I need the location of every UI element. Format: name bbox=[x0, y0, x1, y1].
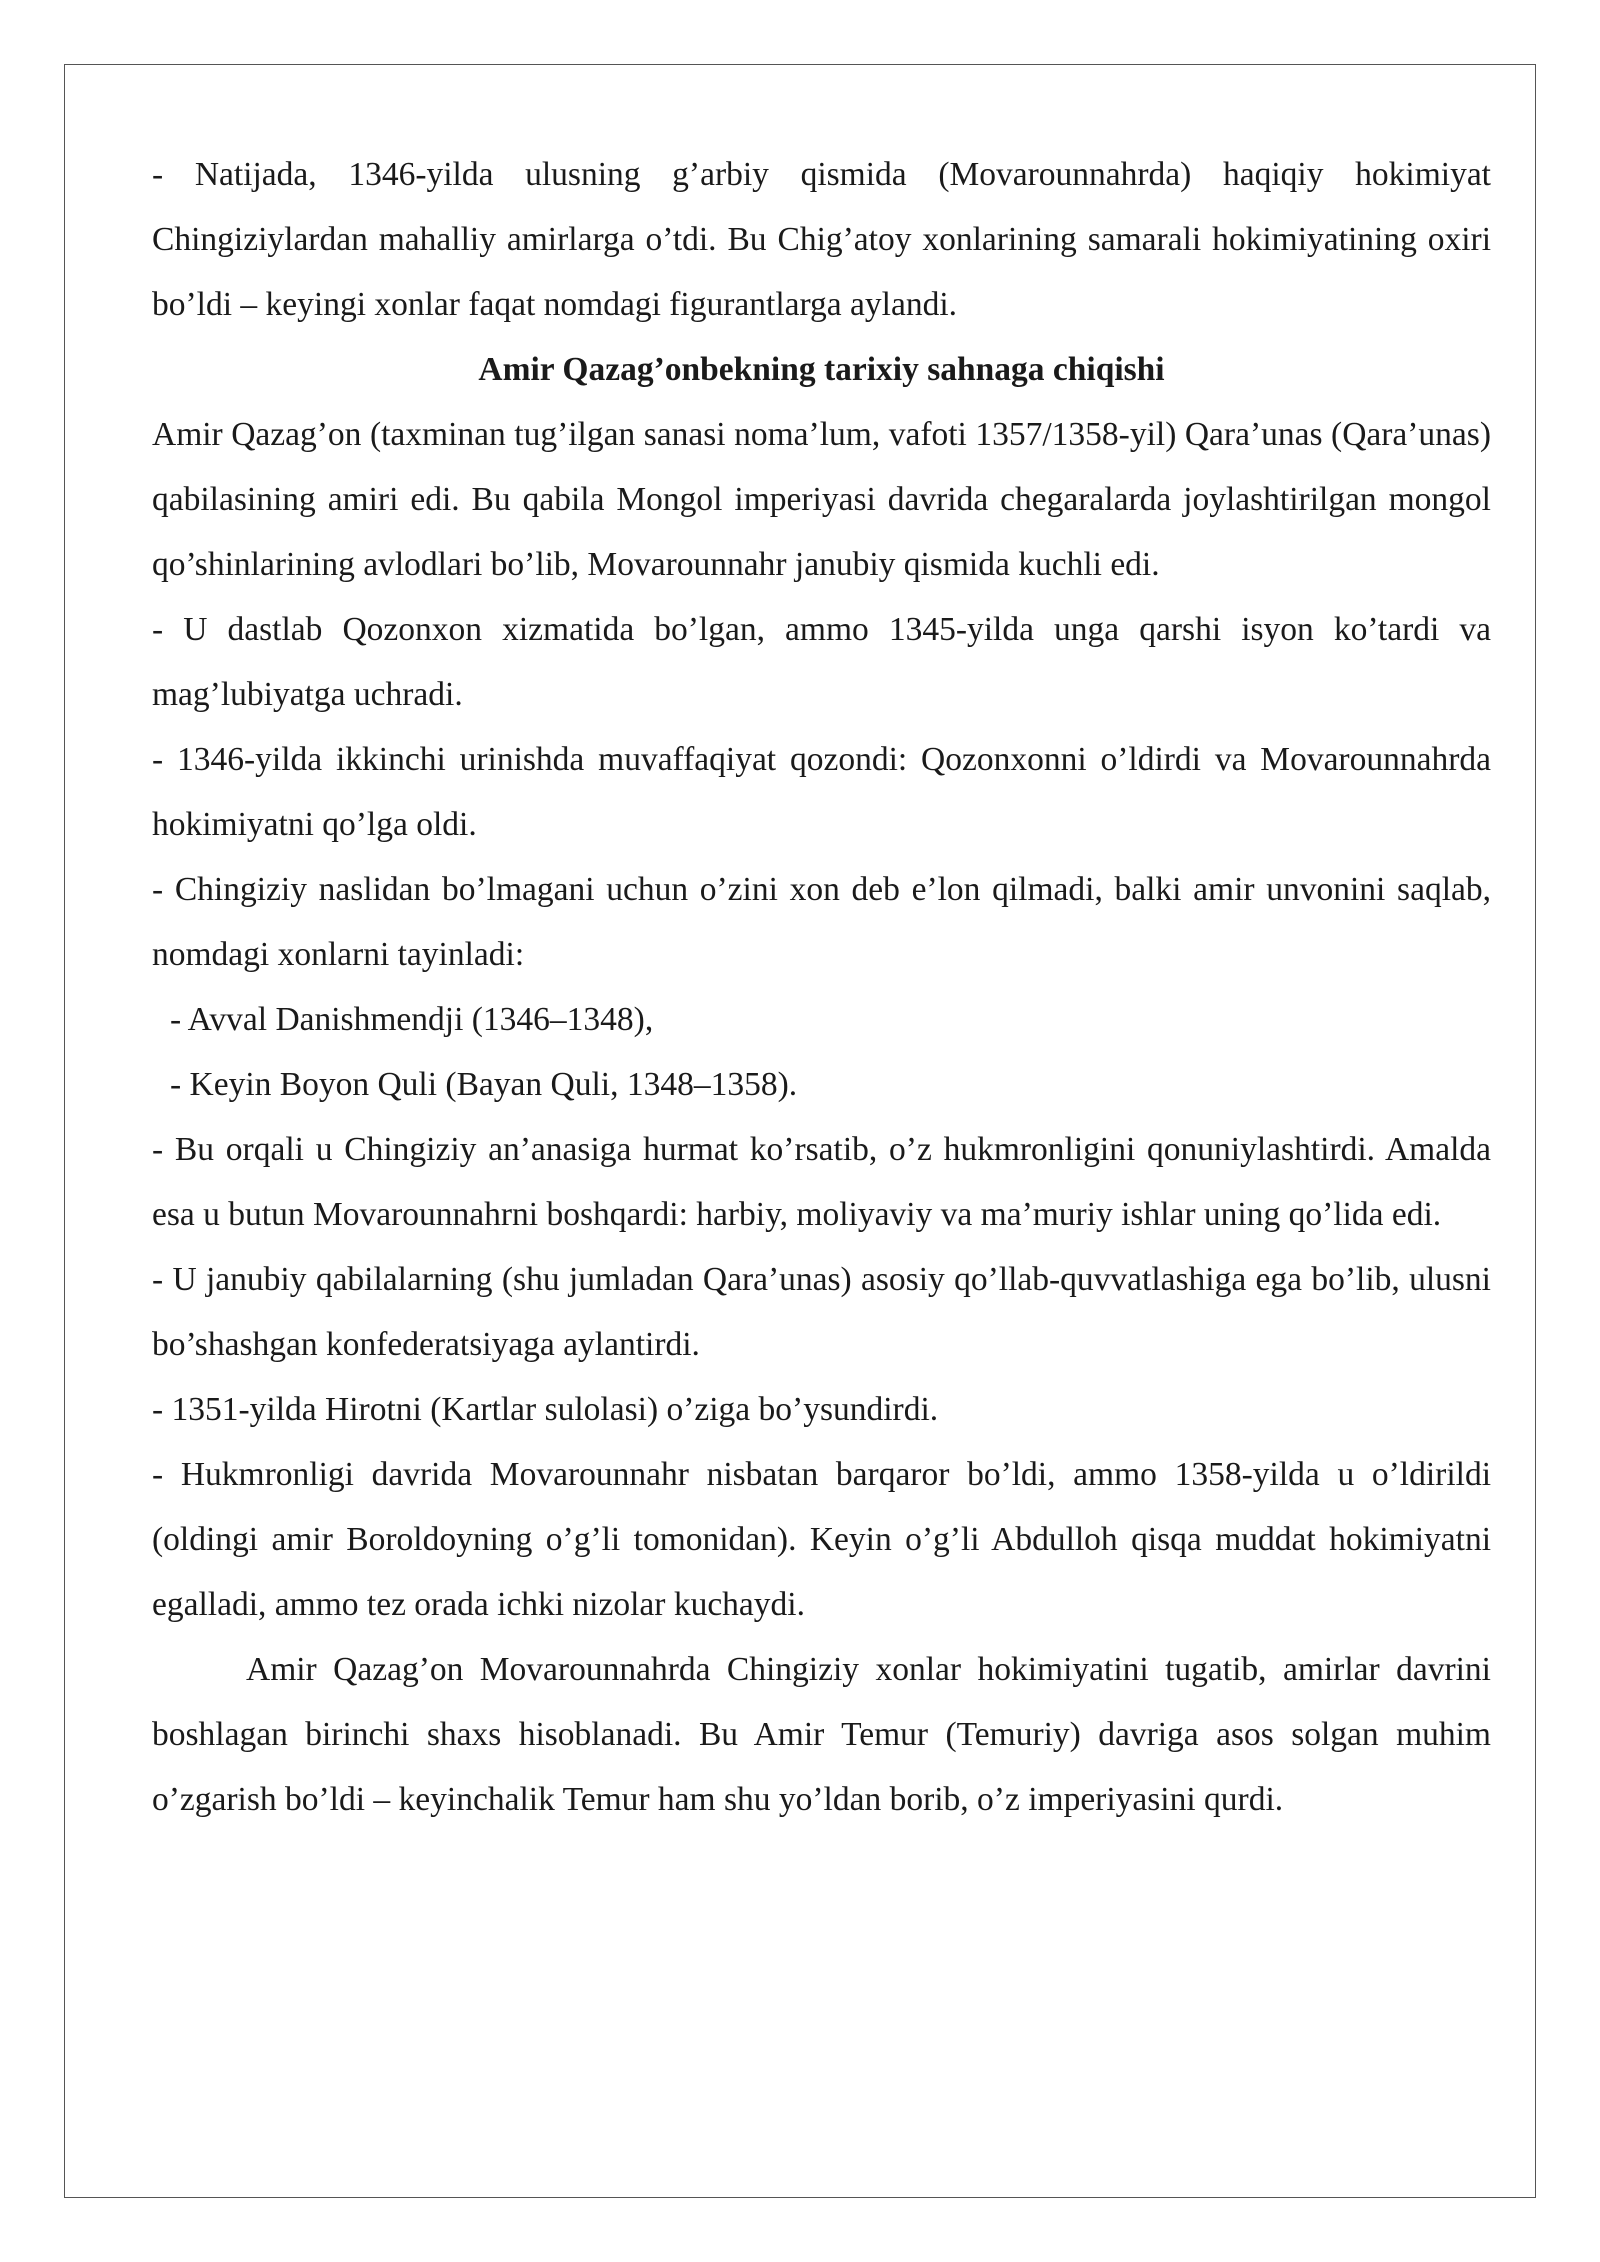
list-item-herat: - 1351-yilda Hirotni (Kartlar sulolasi) o’ziga bo’ysundirdi. bbox=[152, 1391, 939, 1428]
list-item-rebellion: - U dastlab Qozonxon xizmatida bo’lgan, ammo 1345-yilda unga qarshi isyon ko’tardi va mag’lubiyatga uchradi. bbox=[152, 611, 1491, 713]
paragraph-natijada: - Natijada, 1346-yilda ulusning g’arbiy qismida (Movarounnahrda) haqiqiy hokimiyat Chingiziylardan mahalliy amirlarga o’tdi. Bu Chig’atoy xonlarining samarali hokimiyatining oxiri bo’ldi – keyingi xonlar faqat nomdagi figurantlarga aylandi. bbox=[152, 156, 1491, 323]
paragraph-conclusion: Amir Qazag’on Movarounnahrda Chingiziy xonlar hokimiyatini tugatib, amirlar davrini boshlagan birinchi shaxs hisoblanadi. Bu Amir Temur (Temuriy) davriga asos solgan muhim o’zgarish bo’ldi – keyinchalik Temur ham shu yo’ldan borib, o’z imperiyasini qurdi. bbox=[152, 1651, 1491, 1818]
list-item-confederation: - U janubiy qabilalarning (shu jumladan Qara’unas) asosiy qo’llab-quvvatlashiga ega bo’lib, ulusni bo’shashgan konfederatsiyaga aylantirdi. bbox=[152, 1261, 1491, 1363]
list-item-legitimacy: - Bu orqali u Chingiziy an’anasiga hurmat ko’rsatib, o’z hukmronligini qonuniylashtirdi. Amalda esa u butun Movarounnahrni boshqardi: harbiy, moliyaviy va ma’muriy ishlar uning qo’lida edi. bbox=[152, 1131, 1491, 1233]
list-item-victory: - 1346-yilda ikkinchi urinishda muvaffaqiyat qozondi: Qozonxonni o’ldirdi va Movarounnahrda hokimiyatni qo’lga oldi. bbox=[152, 741, 1491, 843]
list-item-death: - Hukmronligi davrida Movarounnahr nisbatan barqaror bo’ldi, ammo 1358-yilda u o’ldirildi (oldingi amir Boroldoyning o’g’li tomonidan). Keyin o’g’li Abdulloh qisqa muddat hokimiyatni egalladi, ammo tez orada ichki nizolar kuchaydi. bbox=[152, 1456, 1491, 1623]
paragraph-intro: Amir Qazag’on (taxminan tug’ilgan sanasi noma’lum, vafoti 1357/1358-yil) Qara’unas (Qara’unas) qabilasining amiri edi. Bu qabila Mongol imperiyasi davrida chegaralarda joylashtirilgan mongol qo’shinlarining avlodlari bo’lib, Movarounnahr janubiy qismida kuchli edi. bbox=[152, 416, 1491, 583]
sub-item-danishmendji: - Avval Danishmendji (1346–1348), bbox=[170, 1001, 654, 1038]
document-body bbox=[152, 142, 1491, 1832]
sub-item-boyon-quli: - Keyin Boyon Quli (Bayan Quli, 1348–1358). bbox=[170, 1066, 798, 1103]
section-heading: Amir Qazag’onbekning tarixiy sahnaga chiqishi bbox=[478, 351, 1165, 388]
list-item-title: - Chingiziy naslidan bo’lmagani uchun o’zini xon deb e’lon qilmadi, balki amir unvonini saqlab, nomdagi xonlarni tayinladi: bbox=[152, 871, 1491, 973]
